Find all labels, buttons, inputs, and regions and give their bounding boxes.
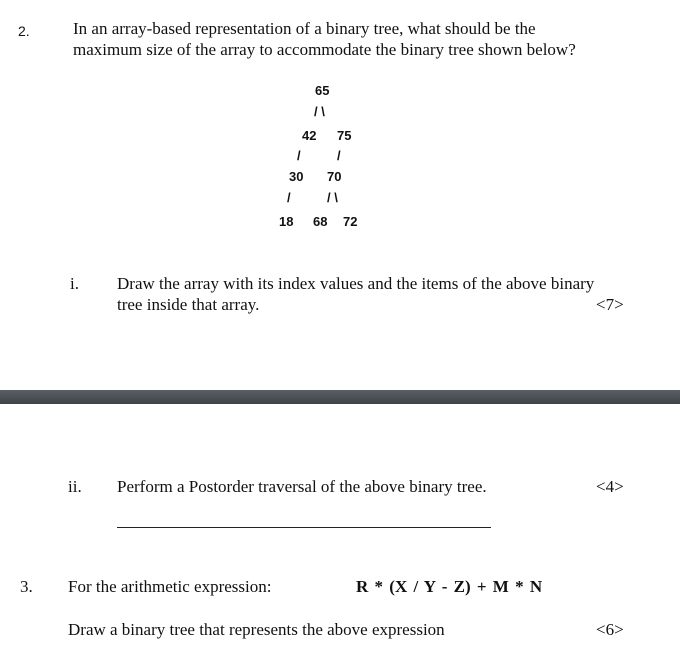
part-ii-label: ii. — [68, 477, 82, 496]
question-2-text-line2: maximum size of the array to accommodate the binary tree shown below? — [73, 40, 576, 59]
question-3-intro: For the arithmetic expression: — [68, 577, 272, 596]
tree-node-70: 70 — [327, 169, 342, 184]
part-i-text-line1: Draw the array with its index values and the items of the above binary — [117, 274, 595, 293]
part-i-label: i. — [70, 274, 79, 293]
part-i-text-line2: tree inside that array. — [117, 295, 260, 314]
part-ii-text: Perform a Postorder traversal of the above binary tree. — [117, 477, 487, 496]
tree-edges-level1: / \ — [314, 104, 325, 119]
question-number-2: 2. — [18, 23, 30, 39]
question-2-text-line1: In an array-based representation of a binary tree, what should be the — [73, 19, 536, 38]
tree-edge-42-30: / — [297, 148, 301, 163]
question-3-marks: <6> — [596, 620, 624, 639]
tree-node-72: 72 — [343, 214, 358, 229]
part-ii-marks: <4> — [596, 477, 624, 496]
question-number-3: 3. — [20, 577, 33, 596]
tree-edge-75-70: / — [337, 148, 341, 163]
part-i-marks: <7> — [596, 295, 624, 314]
tree-node-18: 18 — [279, 214, 294, 229]
tree-edge-30-18: / — [287, 190, 291, 205]
tree-node-75: 75 — [337, 128, 352, 143]
tree-edges-70-children: / \ — [327, 190, 338, 205]
tree-node-68: 68 — [313, 214, 328, 229]
tree-node-30: 30 — [289, 169, 304, 184]
answer-line — [117, 527, 491, 528]
tree-node-65: 65 — [315, 83, 330, 98]
arithmetic-expression: R * (X / Y - Z) + M * N — [356, 577, 543, 596]
tree-node-42: 42 — [302, 128, 317, 143]
page-separator-bar — [0, 390, 680, 404]
question-3-instruction: Draw a binary tree that represents the above expression — [68, 620, 445, 639]
